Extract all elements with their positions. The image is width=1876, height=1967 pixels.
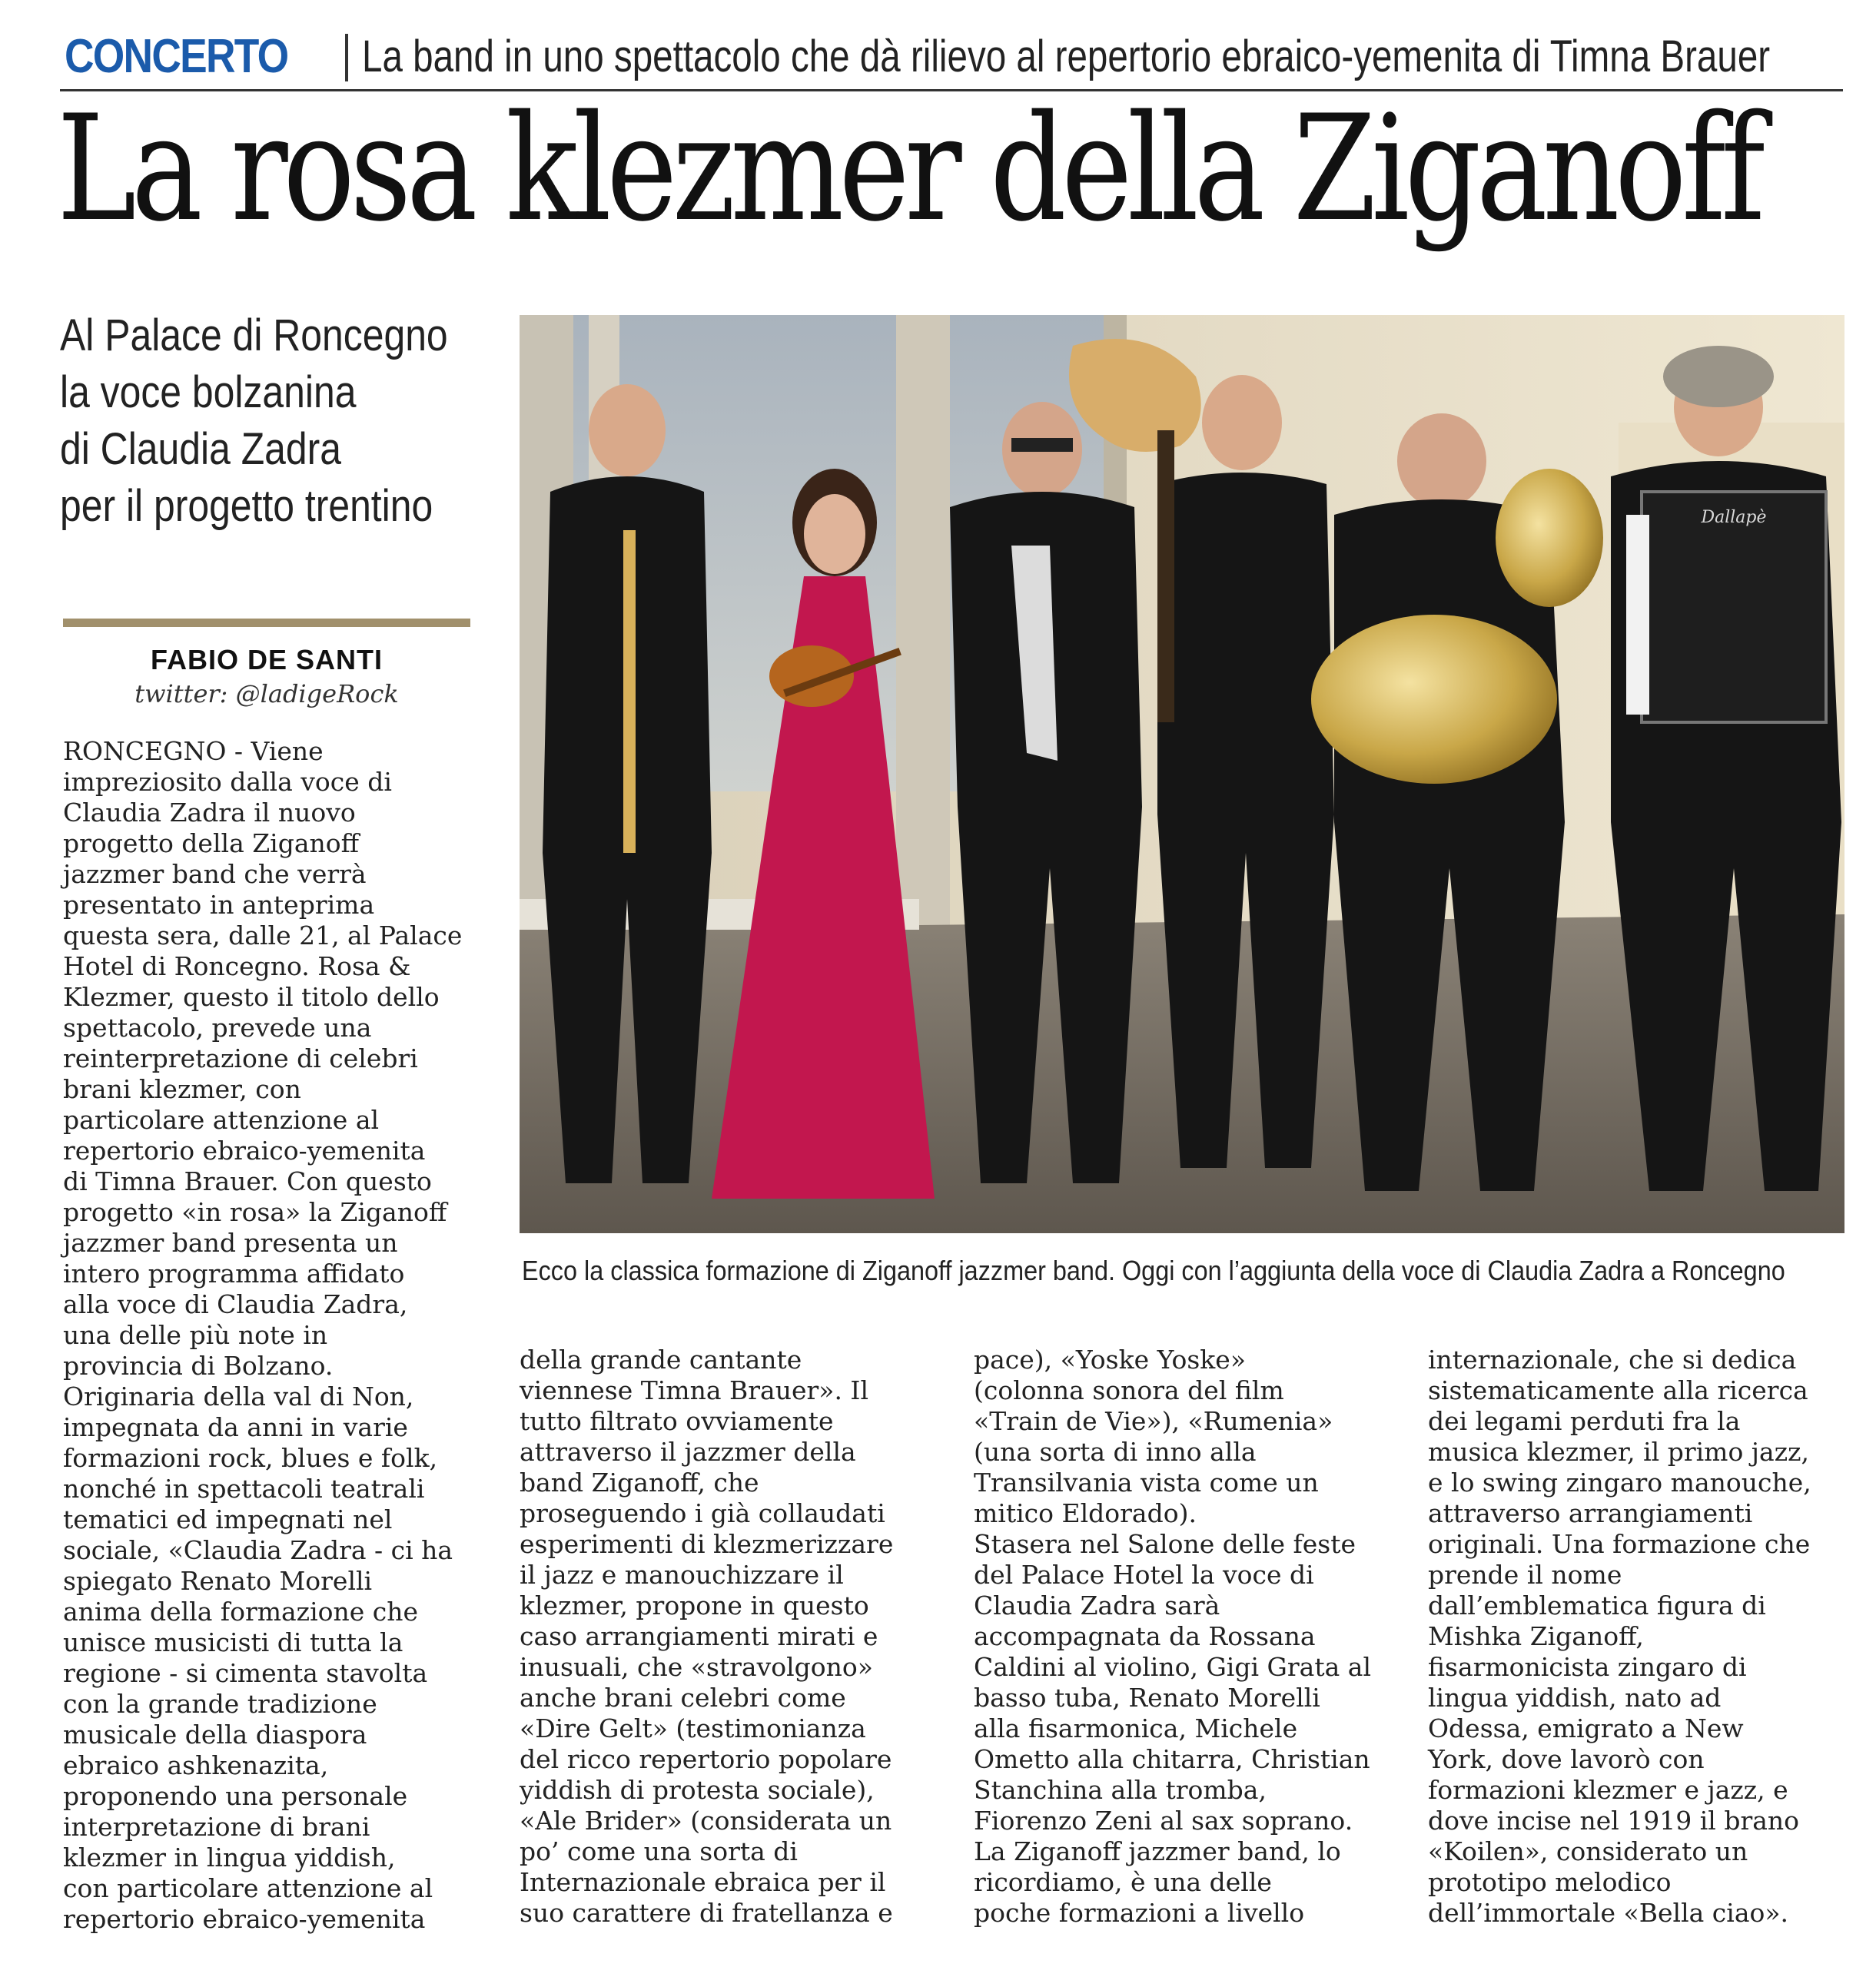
article-text-line: yiddish di protesta sociale), — [520, 1775, 875, 1805]
article-text-line: Fiorenzo Zeni al sax soprano. — [974, 1806, 1353, 1836]
article-text-line: prende il nome — [1428, 1560, 1622, 1590]
article-text-line: tematici ed impegnati nel — [63, 1504, 393, 1534]
article-text-line: poche formazioni a livello — [974, 1898, 1305, 1928]
article-text-line: ricordiamo, è una delle — [974, 1867, 1272, 1897]
article-text-line: progetto «in rosa» la Ziganoff — [63, 1197, 447, 1227]
article-text-line: Claudia Zadra sarà — [974, 1591, 1220, 1620]
article-text-line: dove incise nel 1919 il brano — [1428, 1806, 1800, 1836]
article-text-line: Claudia Zadra il nuovo — [63, 798, 356, 828]
article-text-line: di Timna Brauer. Con questo — [63, 1166, 432, 1196]
article-text-line: intero programma affidato — [63, 1259, 405, 1289]
article-text-line: (colonna sonora del film — [974, 1375, 1284, 1405]
deck-line: Al Palace di Roncegno — [60, 310, 448, 360]
article-text-line: attraverso il jazzmer della — [520, 1437, 856, 1467]
deck-line: di Claudia Zadra — [60, 424, 341, 474]
article-deck — [60, 307, 475, 535]
article-text-line: impreziosito dalla voce di — [63, 767, 392, 797]
article-column-1 — [63, 736, 493, 1935]
article-text-line: repertorio ebraico-yemenita — [63, 1136, 426, 1166]
article-text-line: della grande cantante — [520, 1345, 802, 1375]
article-text-line: Ometto alla chitarra, Christian — [974, 1744, 1370, 1774]
article-text-line: viennese Timna Brauer». Il — [520, 1375, 869, 1405]
article-text-line: RONCEGNO - Viene — [63, 736, 324, 766]
article-text-line: York, dove lavorò con — [1428, 1744, 1705, 1774]
article-text-line: lingua yiddish, nato ad — [1428, 1683, 1722, 1713]
article-text-line: Originaria della val di Non, — [63, 1382, 414, 1411]
article-text-line: klezmer in lingua yiddish, — [63, 1843, 396, 1872]
article-text-line: e lo swing zingaro manouche, — [1428, 1468, 1811, 1498]
article-text-line: Klezmer, questo il titolo dello — [63, 982, 440, 1012]
article-text-line: questa sera, dalle 21, al Palace — [63, 920, 463, 950]
article-text-line: fisarmonicista zingaro di — [1428, 1652, 1747, 1682]
article-text-line: Hotel di Roncegno. Rosa & — [63, 951, 411, 981]
article-column-4 — [1428, 1345, 1858, 1929]
article-text-line: accompagnata da Rossana — [974, 1621, 1316, 1651]
article-text-line: formazioni klezmer e jazz, e — [1428, 1775, 1788, 1805]
article-text-line: progetto della Ziganoff — [63, 828, 360, 858]
article-text-line: brani klezmer, con — [63, 1074, 301, 1104]
article-text-line: provincia di Bolzano. — [63, 1351, 334, 1381]
byline-rule — [63, 619, 470, 627]
byline — [63, 644, 470, 708]
article-text-line: musicale della diaspora — [63, 1720, 367, 1750]
article-text-line: anima della formazione che — [63, 1597, 419, 1627]
article-text-line: regione - si cimenta stavolta — [63, 1658, 428, 1688]
article-text-line: il jazz e manouchizzare il — [520, 1560, 844, 1590]
article-text-line: La Ziganoff jazzmer band, lo — [974, 1836, 1341, 1866]
article-text-line: esperimenti di klezmerizzare — [520, 1529, 894, 1559]
kicker-subtitle: La band in uno spettacolo che dà rilievo al repertorio ebraico-yemenita di Timna Brauer — [362, 32, 1771, 81]
article-text-line: basso tuba, Renato Morelli — [974, 1683, 1320, 1713]
photo-caption: Ecco la classica formazione di Ziganoff jazzmer band. Oggi con l’aggiunta della voce di Claudia Zadra a Roncegno — [522, 1255, 1785, 1286]
article-text-line: mitico Eldorado). — [974, 1498, 1197, 1528]
article-text-line: «Ale Brider» (considerata un — [520, 1806, 892, 1836]
article-text-line: dall’emblematica figura di — [1428, 1591, 1766, 1620]
deck-line: per il progetto trentino — [60, 481, 433, 531]
article-text-line: spettacolo, prevede una — [63, 1013, 372, 1043]
article-text-line: Internazionale ebraica per il — [520, 1867, 886, 1897]
article-text-line: musica klezmer, il primo jazz, — [1428, 1437, 1809, 1467]
article-text-line: dell’immortale «Bella ciao». — [1428, 1898, 1789, 1928]
article-text-line: suo carattere di fratellanza e — [520, 1898, 893, 1928]
article-text-line: Stanchina alla tromba, — [974, 1775, 1267, 1805]
deck-line: la voce bolzanina — [60, 367, 357, 417]
article-text-line: klezmer, propone in questo — [520, 1591, 869, 1620]
article-text-line: originali. Una formazione che — [1428, 1529, 1811, 1559]
article-text-line: del ricco repertorio popolare — [520, 1744, 892, 1774]
article-text-line: spiegato Renato Morelli — [63, 1566, 373, 1596]
kicker-separator — [345, 34, 348, 81]
article-text-line: una delle più note in — [63, 1320, 328, 1350]
article-text-line: con la grande tradizione — [63, 1689, 377, 1719]
article-text-line: (una sorta di inno alla — [974, 1437, 1257, 1467]
article-text-line: jazzmer band presenta un — [63, 1228, 398, 1258]
article-text-line: «Dire Gelt» (testimonianza — [520, 1713, 866, 1743]
article-text-line: «Train de Vie»), «Rumenia» — [974, 1406, 1333, 1436]
article-text-line: pace), «Yoske Yoske» — [974, 1345, 1247, 1375]
article-text-line: alla fisarmonica, Michele — [974, 1713, 1298, 1743]
article-text-line: caso arrangiamenti mirati e — [520, 1621, 878, 1651]
byline-twitter: twitter: @ladigeRock — [134, 679, 399, 708]
article-text-line: presentato in anteprima — [63, 890, 375, 920]
article-text-line: prototipo melodico — [1428, 1867, 1672, 1897]
article-text-line: reinterpretazione di celebri — [63, 1043, 418, 1073]
article-text-line: repertorio ebraico-yemenita — [63, 1904, 426, 1934]
article-text-line: proponendo una personale — [63, 1781, 408, 1811]
article-text-line: tutto filtrato ovviamente — [520, 1406, 834, 1436]
article-text-line: po’ come una sorta di — [520, 1836, 798, 1866]
byline-author: FABIO DE SANTI — [150, 644, 384, 675]
article-text-line: inusuali, che «stravolgono» — [520, 1652, 873, 1682]
article-text-line: alla voce di Claudia Zadra, — [63, 1289, 408, 1319]
article-text-line: dei legami perduti fra la — [1428, 1406, 1741, 1436]
article-text-line: unisce musicisti di tutta la — [63, 1627, 403, 1657]
article-text-line: band Ziganoff, che — [520, 1468, 759, 1498]
article-text-line: ebraico ashkenazita, — [63, 1750, 329, 1780]
article-kicker — [60, 23, 1843, 91]
article-text-line: nonché in spettacoli teatrali — [63, 1474, 425, 1504]
article-text-line: con particolare attenzione al — [63, 1873, 433, 1903]
band-photo-illustration — [520, 315, 1844, 1233]
section-tag: CONCERTO — [65, 30, 288, 83]
article-text-line: Transilvania vista come un — [974, 1468, 1319, 1498]
article-headline: La rosa klezmer della Ziganoff — [57, 84, 1761, 254]
article-text-line: Caldini al violino, Gigi Grata al — [974, 1652, 1371, 1682]
article-text-line: Odessa, emigrato a New — [1428, 1713, 1744, 1743]
article-text-line: «Koilen», considerato un — [1428, 1836, 1748, 1866]
article-text-line: proseguendo i già collaudati — [520, 1498, 885, 1528]
article-column-2 — [520, 1345, 950, 1929]
article-text-line: impegnata da anni in varie — [63, 1412, 408, 1442]
article-text-line: attraverso arrangiamenti — [1428, 1498, 1753, 1528]
article-text-line: jazzmer band che verrà — [63, 859, 367, 889]
article-text-line: formazioni rock, blues e folk, — [63, 1443, 438, 1473]
article-text-line: anche brani celebri come — [520, 1683, 846, 1713]
article-text-line: particolare attenzione al — [63, 1105, 380, 1135]
article-text-line: interpretazione di brani — [63, 1812, 370, 1842]
article-text-line: sistematicamente alla ricerca — [1428, 1375, 1808, 1405]
accordion-brand: Dallapè — [1701, 508, 1767, 527]
band-photo — [520, 315, 1844, 1233]
article-column-3 — [974, 1345, 1404, 1929]
article-text-line: Mishka Ziganoff, — [1428, 1621, 1644, 1651]
article-text-line: Stasera nel Salone delle feste — [974, 1529, 1356, 1559]
article-text-line: del Palace Hotel la voce di — [974, 1560, 1314, 1590]
article-text-line: internazionale, che si dedica — [1428, 1345, 1797, 1375]
article-text-line: sociale, «Claudia Zadra - ci ha — [63, 1535, 453, 1565]
